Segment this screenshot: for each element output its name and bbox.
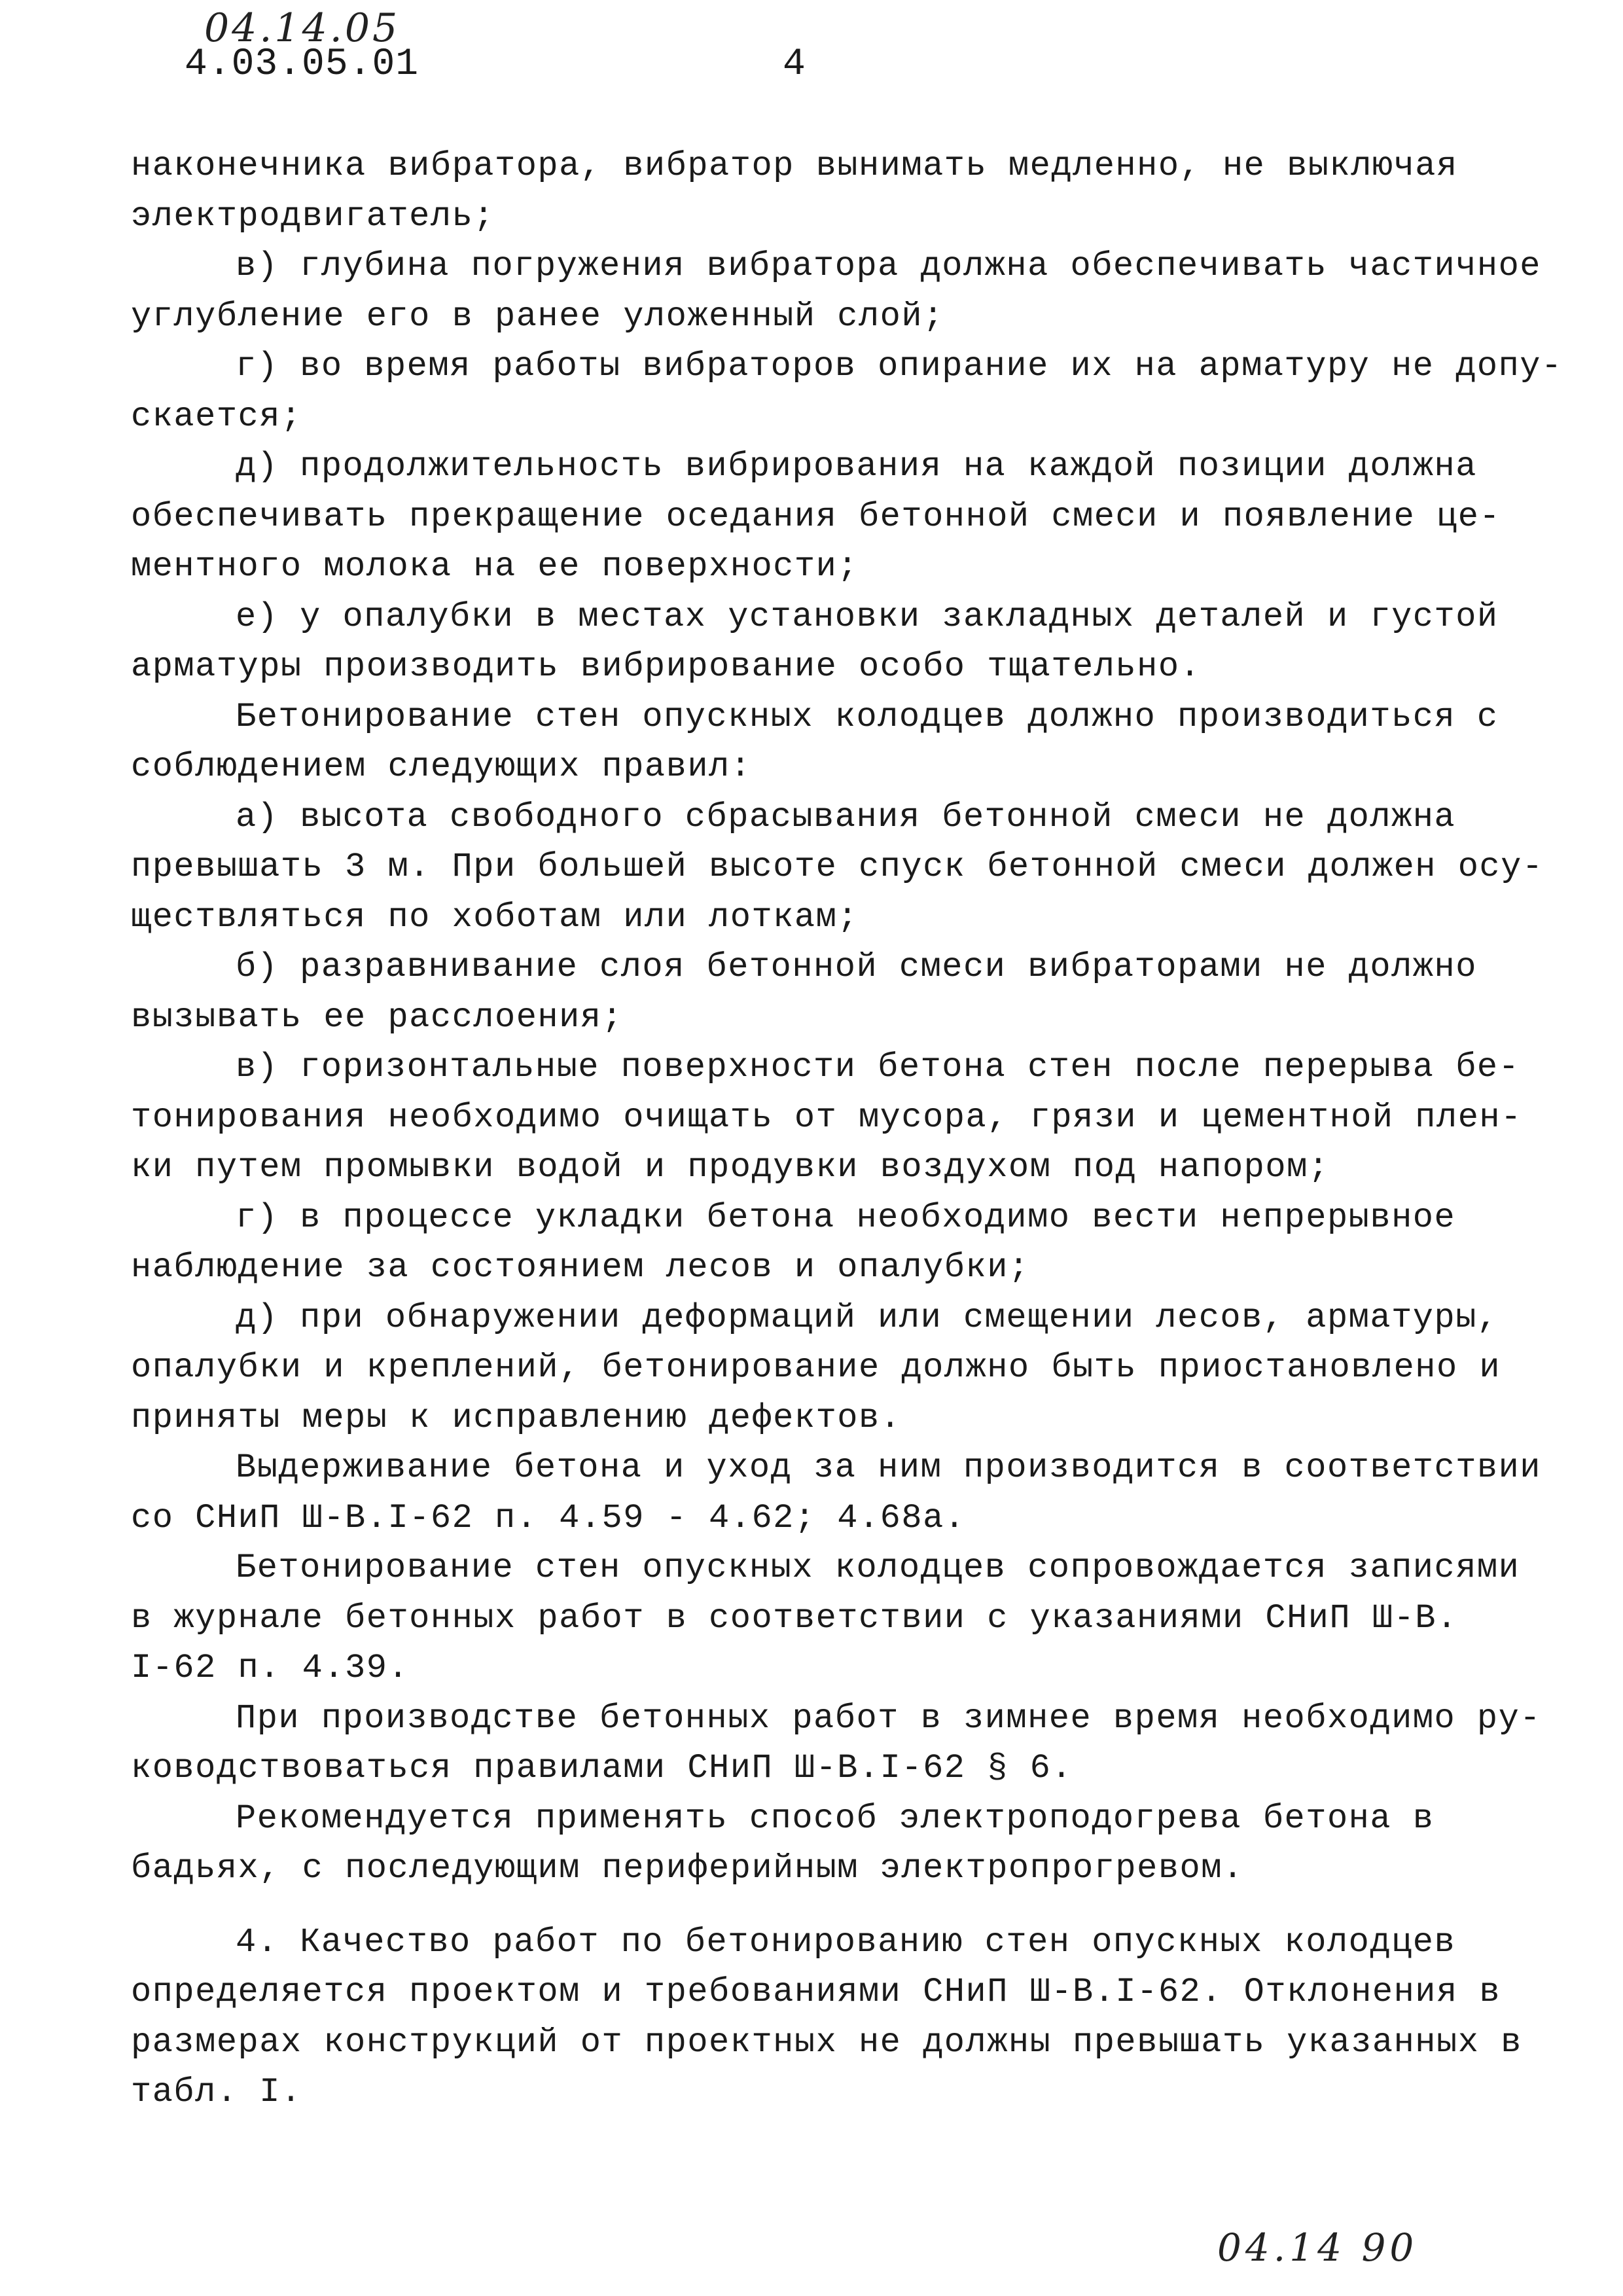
text-line: углубление его в ранее уложенный слой; bbox=[131, 296, 944, 336]
text-line: Бетонирование стен опускных колодцев должно производиться с bbox=[236, 697, 1499, 736]
text-line: со СНиП Ш-В.I-62 п. 4.59 - 4.62; 4.68а. bbox=[131, 1498, 966, 1537]
text-line: размерах конструкций от проектных не должны превышать указанных в bbox=[131, 2022, 1522, 2062]
text-line: 4. Качество работ по бетонированию стен опускных колодцев bbox=[236, 1922, 1456, 1962]
text-line: г) в процессе укладки бетона необходимо вести непрерывное bbox=[236, 1198, 1456, 1237]
text-line: д) при обнаружении деформаций или смещении лесов, арматуры, bbox=[236, 1298, 1499, 1337]
text-line: а) высота свободного сбрасывания бетонной смеси не должна bbox=[236, 797, 1456, 836]
text-line: ководствоваться правилами СНиП Ш-В.I-62 § 6. bbox=[131, 1749, 1073, 1787]
text-line: приняты меры к исправлению дефектов. bbox=[131, 1398, 902, 1437]
text-line: электродвигатель; bbox=[131, 196, 495, 236]
text-line: обеспечивать прекращение оседания бетонной смеси и появление це- bbox=[131, 497, 1501, 536]
text-line: наконечника вибратора, вибратор вынимать медленно, не выключая bbox=[131, 147, 1458, 185]
handwritten-date-note: 04.14.05 bbox=[204, 5, 401, 51]
text-line: б) разравнивание слоя бетонной смеси вибраторами не должно bbox=[236, 948, 1477, 986]
text-line: соблюдением следующих правил: bbox=[131, 747, 752, 786]
page-number: 4 bbox=[783, 43, 806, 86]
text-line: ментного молока на ее поверхности; bbox=[131, 547, 859, 586]
text-line: Бетонирование стен опускных колодцев сопровождается записями bbox=[236, 1549, 1520, 1587]
text-line: в журнале бетонных работ в соответствии с указаниями СНиП Ш-В. bbox=[131, 1598, 1458, 1638]
text-line: арматуры производить вибрирование особо тщательно. bbox=[131, 647, 1202, 686]
text-line: ществляться по хоботам или лоткам; bbox=[131, 897, 859, 937]
text-line: опалубки и креплений, бетонирование должно быть приостановлено и bbox=[131, 1348, 1501, 1387]
text-line: д) продолжительность вибрирования на каждой позиции должна bbox=[236, 447, 1477, 486]
body-text bbox=[131, 141, 1563, 2118]
text-line: ки путем промывки водой и продувки воздухом под напором; bbox=[131, 1148, 1330, 1187]
text-line: Рекомендуется применять способ электроподогрева бетона в bbox=[236, 1799, 1435, 1838]
handwritten-footer-note: 04.14 90 bbox=[1217, 2225, 1418, 2270]
text-line: г) во время работы вибраторов опирание их на арматуру не допу- bbox=[236, 347, 1563, 386]
text-line: тонирования необходимо очищать от мусора, грязи и цементной плен- bbox=[131, 1098, 1522, 1137]
text-line: вызывать ее расслоения; bbox=[131, 997, 624, 1037]
paragraph-gap bbox=[131, 1894, 1492, 1918]
text-line: табл. I. bbox=[131, 2073, 302, 2111]
text-line: превышать 3 м. При большей высоте спуск бетонной смеси должен осу- bbox=[131, 848, 1544, 886]
text-line: в) горизонтальные поверхности бетона стен после перерыва бе- bbox=[236, 1048, 1520, 1086]
text-line: Выдерживание бетона и уход за ним производится в соответствии bbox=[236, 1448, 1542, 1487]
text-line: определяется проектом и требованиями СНиП Ш-В.I-62. Отклонения в bbox=[131, 1973, 1501, 2011]
text-line: скается; bbox=[131, 397, 302, 436]
text-line: наблюдение за состоянием лесов и опалубки; bbox=[131, 1248, 1030, 1287]
text-line: I-62 п. 4.39. bbox=[131, 1649, 410, 1687]
text-line: в) глубина погружения вибратора должна обеспечивать частичное bbox=[236, 247, 1542, 285]
text-line: бадьях, с последующим периферийным электропрогревом. bbox=[131, 1849, 1244, 1888]
text-line: е) у опалубки в местах установки закладных деталей и густой bbox=[236, 597, 1499, 636]
document-code: 4.03.05.01 bbox=[185, 43, 419, 86]
text-line: При производстве бетонных работ в зимнее время необходимо ру- bbox=[236, 1698, 1542, 1738]
